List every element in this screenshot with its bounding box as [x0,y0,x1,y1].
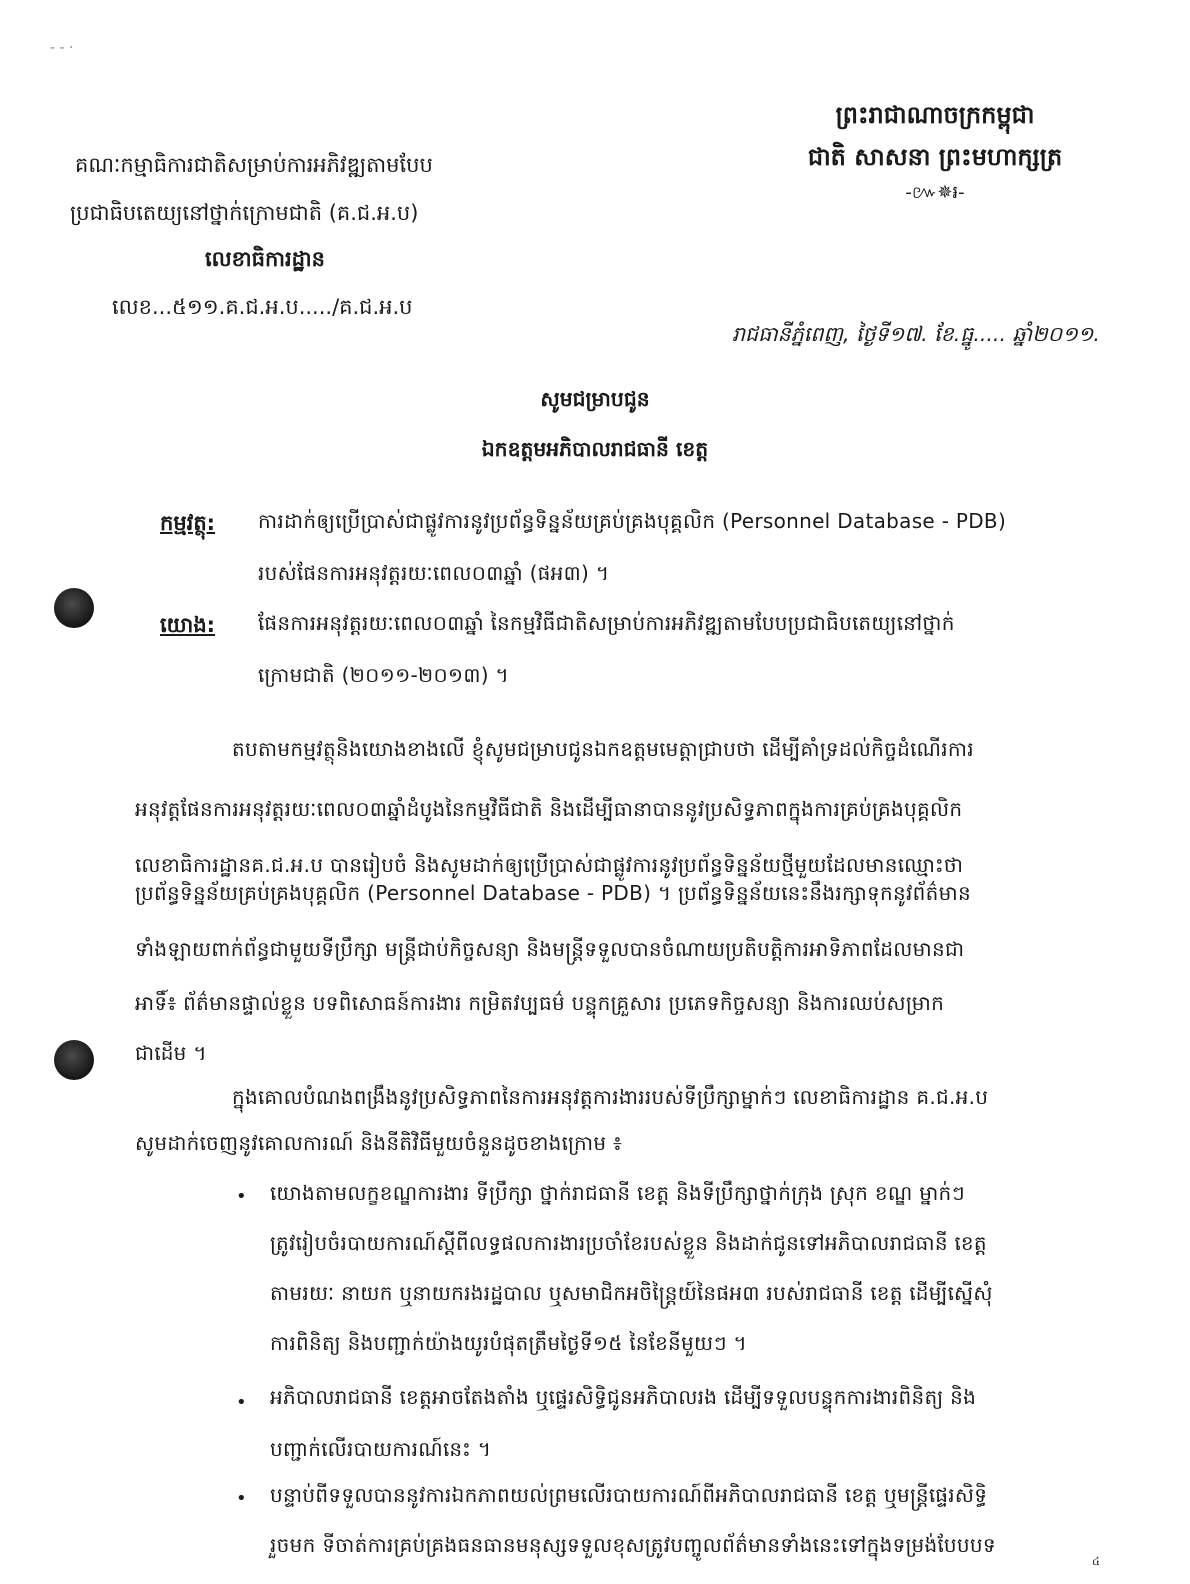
addressee: ឯកឧត្តមអភិបាលរាជធានី ខេត្ត [481,437,709,461]
paragraph-2-line: សូមដាក់ចេញនូវគោលការណ៍ និងនីតិវិធីមួយចំនួនដូចខាងក្រោម ៖ [135,1131,623,1155]
secretariat-label: លេខាធិការដ្ឋាន [205,247,325,271]
subject-label: កម្មវត្ថុ: [160,511,216,535]
corner-scan-mark: - - · [50,40,74,56]
paragraph-2-line: ក្នុងគោលបំណងពង្រឹងនូវប្រសិទ្ធភាពនៃការអនុវត្តការងាររបស់ទីប្រឹក្សាម្នាក់ៗ លេខាធិការដ្ឋាន គ.ជ.អ.ប [232,1085,989,1109]
reference-line-2: ក្រោមជាតិ (២០១១-២០១៣) ។ [258,663,509,687]
paragraph-1-line: អាទិ៍៖ ព័ត៌មានផ្ទាល់ខ្លួន បទពិសោធន៍ការងារ កម្រិតវប្បធម៌ បន្ទុកគ្រួសារ ប្រភេទកិច្ចសន្យា និងការឈប់សម្រាក [135,991,945,1015]
bullet-1-line: យោងតាមលក្ខខណ្ឌការងារ ទីប្រឹក្សា ថ្នាក់រាជធានី ខេត្ត និងទីប្រឹក្សាថ្នាក់ក្រុង ស្រុក ខណ្ឌ ម្នាក់ៗ [270,1181,966,1205]
page-mark: ៤ [1092,1555,1100,1568]
salutation: សូមជម្រាបជូន [540,387,650,411]
bullet-marker: • [236,1392,247,1413]
ornament: -៚✵៛- [905,182,965,203]
paragraph-1-line: ប្រព័ន្ធទិន្នន័យគ្រប់គ្រងបុគ្គលិក (Personnel Database - PDB) ។ ប្រព័ន្ធទិន្នន័យនេះនឹងរក្សាទុកនូវព័ត៌មាន [135,881,972,905]
subject-line-1: ការដាក់ឲ្យប្រើប្រាស់ជាផ្លូវការនូវប្រព័ន្ធទិន្នន័យគ្រប់គ្រងបុគ្គលិក (Personnel Database - PDB) [258,509,1007,533]
bullet-1-line: តាមរយៈ នាយក ឬនាយករងរដ្ឋបាល ឬសមាជិកអចិន្ត្រៃយ៍នៃផអ៣ របស់រាជធានី ខេត្ត ដើម្បីស្នើសុំ [270,1281,993,1305]
bullet-3-line: រួចមក ទីចាត់ការគ្រប់គ្រងធនធានមនុស្សទទួលខុសត្រូវបញ្ចូលព័ត៌មានទាំងនេះទៅក្នុងទម្រង់បែបបទ [270,1533,996,1557]
reference-number: លេខ...៥១១.គ.ជ.អ.ប...../គ.ជ.អ.ប [112,295,413,319]
committee-line-1: គណៈកម្មាធិការជាតិសម្រាប់ការអភិវឌ្ឍតាមបែប [75,153,433,177]
paragraph-1-line: លេខាធិការដ្ឋានគ.ជ.អ.ប បានរៀបចំ និងសូមដាក់ឲ្យប្រើប្រាស់ជាផ្លូវការនូវប្រព័ន្ធទិន្នន័យថ្មីមួយដែលមានឈ្មោះថា [135,853,964,877]
punch-hole-bottom [54,1040,94,1080]
kingdom-title: ព្រះរាជាណាចក្រកម្ពុជា [835,101,1035,129]
committee-line-2: ប្រជាធិបតេយ្យនៅថ្នាក់ក្រោមជាតិ (គ.ជ.អ.ប) [70,201,419,225]
paragraph-1-line: ទាំងឡាយពាក់ព័ន្ធជាមួយទីប្រឹក្សា មន្ត្រីជាប់កិច្ចសន្យា និងមន្ត្រីទទួលបានចំណាយប្រតិបត្តិការអាទិភាពដែលមានជា [135,937,965,961]
paragraph-1-line: ជាដើម ។ [135,1041,207,1065]
bullet-1-line: ការពិនិត្យ និងបញ្ជាក់យ៉ាងយូរបំផុតត្រឹមថ្ងៃទី១៥ នៃខែនីមួយៗ ។ [270,1331,748,1355]
bullet-2-line: អភិបាលរាជធានី ខេត្តអាចតែងតាំង ឬផ្ទេរសិទ្ធិជូនអភិបាលរង ដើម្បីទទួលបន្ទុកការងារពិនិត្យ និង [270,1385,977,1409]
bullet-marker: • [236,1186,247,1207]
reference-label: យោង: [160,613,216,637]
subject-line-2: របស់ផែនការអនុវត្តរយៈពេល០៣ឆ្នាំ (ផអ៣) ។ [258,561,610,585]
paragraph-1-line: តបតាមកម្មវត្ថុនិងយោងខាងលើ ខ្ញុំសូមជម្រាបជូនឯកឧត្តមមេត្តាជ្រាបថា ដើម្បីគាំទ្រដល់កិច្ចដំណើរការ [232,737,974,761]
bullet-3-line: បន្ទាប់ពីទទួលបាននូវការឯកភាពយល់ព្រមលើរបាយការណ៍ពីអភិបាលរាជធានី ខេត្ត ឬមន្ត្រីផ្ទេរសិទ្ធិ [270,1483,988,1507]
national-motto: ជាតិ សាសនា ព្រះមហាក្សត្រ [807,143,1063,171]
date-line: រាជធានីភ្នំពេញ, ថ្ងៃទី១៧. ខែ.ធ្នូ..... ឆ្នាំ២០១១. [732,322,1100,346]
bullet-2-line: បញ្ជាក់លើរបាយការណ៍នេះ ។ [270,1437,492,1461]
paragraph-1-line: អនុវត្តផែនការអនុវត្តរយៈពេល០៣ឆ្នាំដំបូងនៃកម្មវិធីជាតិ និងដើម្បីធានាបាននូវប្រសិទ្ធភាពក្នុងការគ្រប់គ្រងបុគ្គលិក [135,797,963,821]
reference-line-1: ផែនការអនុវត្តរយៈពេល០៣ឆ្នាំ នៃកម្មវិធីជាតិសម្រាប់ការអភិវឌ្ឍតាមបែបប្រជាធិបតេយ្យនៅថ្នាក់ [258,611,955,635]
bullet-1-line: ត្រូវរៀបចំរបាយការណ៍ស្តីពីលទ្ធផលការងារប្រចាំខែរបស់ខ្លួន និងដាក់ជូនទៅអភិបាលរាជធានី ខេត្ត [270,1231,987,1255]
punch-hole-top [54,588,94,628]
bullet-marker: • [236,1488,247,1509]
